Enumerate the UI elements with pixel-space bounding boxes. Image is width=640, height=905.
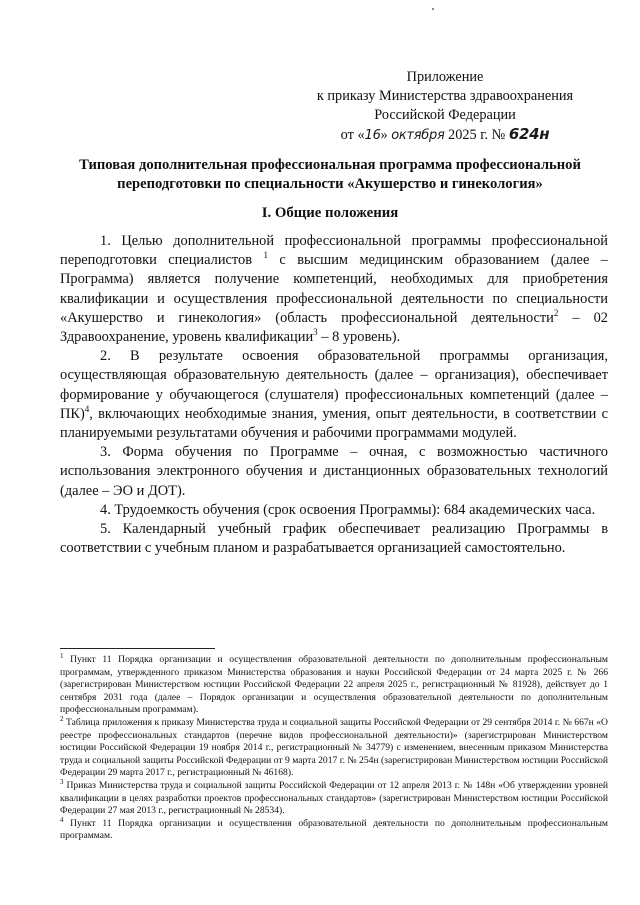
appendix-date-line [300, 125, 590, 145]
footnote-3 [60, 777, 608, 818]
date-mid: » [380, 127, 392, 143]
title-line-1: Типовая дополнительная профессиональная программа профессиональной [79, 157, 581, 173]
paragraph-2-text-a: 2. В результате освоения образовательной программы организация, осуществляющая образовательную деятельность (далее – организация), обеспечивает формирование у обучающегося (слушателя) профессиональных компетенций (далее – ПК) [60, 348, 608, 422]
footnote-2 [60, 714, 608, 780]
footnote-2-mark: 2 [60, 714, 64, 723]
handwritten-month: октября [391, 128, 445, 143]
footnote-4-text: Пункт 11 Порядка организации и осуществления образовательной деятельности по дополнительным профессиональным программам. [60, 817, 608, 842]
paragraph-1-text-c: – 02 Здравоохранение, уровень квалификации [60, 309, 608, 346]
date-year: 2025 г. № [444, 127, 509, 143]
paragraph-2-text-b: , включающих необходимые знания, умения, опыт деятельности, в соответствии с планируемыми результатами обучения и рабочими программами модулей. [60, 405, 608, 442]
footnote-divider [60, 648, 215, 649]
footnote-3-mark: 3 [60, 777, 64, 786]
appendix-order-ref: к приказу Министерства здравоохранения [316, 88, 574, 104]
footnote-1 [60, 651, 608, 717]
footnotes [60, 651, 608, 843]
footnote-3-text: Приказ Министерства труда и социальной защиты Российской Федерации от 12 апреля 2013 г. № 148н «Об утверждении уровней квалификации в целях разработки проектов профессиональных стандартов» (зарегистрирован Министерством юстиции Российской Федерации 27 мая 2013 г., регистрационный № 28534). [60, 779, 608, 817]
document-title [60, 156, 600, 194]
document-body [60, 232, 608, 558]
paragraph-1-text-a: 1. Целью дополнительной профессиональной программы профессиональной переподготовки специалистов [60, 233, 608, 269]
footnote-2-text: Таблица приложения к приказу Министерства труда и социальной защиты Российской Федерации от 29 сентября 2014 г. № 667н «О реестре профессиональных стандартов (перечне видов профессиональной деятельности)» (зарегистрирован Министерством юстиции Российской Федерации 19 ноября 2014 г., регистрационный № 34779) с изменением, внесенным приказом Министерства труда и социальной защиты Российской Федерации от 9 марта 2017 г. № 254н (зарегистрирован Министерством юстиции Российской Федерации 29 марта 2017 г., регистрационный № 46168). [60, 716, 608, 779]
scan-speck [432, 8, 434, 10]
paragraph-5: 5. Календарный учебный график обеспечивает реализацию Программы в соответствии с учебным планом и разрабатывается организацией самостоятельно. [60, 521, 608, 557]
footnote-ref-1: 1 [263, 250, 268, 261]
paragraph-4: 4. Трудоемкость обучения (срок освоения Программы): 684 академических часа. [100, 501, 596, 518]
appendix-header [300, 68, 590, 145]
footnote-4 [60, 815, 608, 843]
appendix-label: Приложение [406, 69, 484, 85]
paragraph-2 [60, 347, 608, 443]
paragraph-1 [60, 232, 608, 347]
section-title: I. Общие положения [261, 205, 399, 221]
footnote-ref-3: 3 [313, 327, 318, 338]
date-prefix: от « [340, 127, 365, 143]
paragraph-1-text-b: с высшим медицинским образованием (далее – Программа) является получение компетенций, необходимых для приобретения квалификации и осуществления профессиональной деятельности по специальности «Акушерство и гинекология» (область профессиональной деятельности [60, 252, 608, 326]
title-line-2: переподготовки по специальности «Акушерство и гинекология» [117, 176, 543, 192]
handwritten-day: 16 [364, 128, 381, 143]
footnote-ref-4: 4 [84, 404, 90, 415]
paragraph-3: 3. Форма обучения по Программе – очная, с возможностью частичного использования электронного обучения и дистанционных образовательных технологий (далее – ЭО и ДОТ). [60, 444, 608, 499]
footnote-1-text: Пункт 11 Порядка организации и осуществления образовательной деятельности по дополнительным профессиональным программам, утвержденного приказом Министерства образования и науки Российской Федерации от 24 марта 2025 г. № 266 (зарегистрирован Министерством юстиции Российской Федерации 22 апреля 2025 г., регистрационный № 81928), действует до 1 сентября 2031 года (далее – Порядок организации и осуществления образовательной деятельности по дополнительным профессиональным программам). [60, 654, 608, 716]
handwritten-order-number: 624н [508, 125, 550, 143]
appendix-country: Российской Федерации [374, 107, 516, 123]
paragraph-1-text-d: – 8 уровень). [317, 329, 401, 346]
footnote-1-mark: 1 [60, 651, 64, 660]
footnote-ref-2: 2 [553, 308, 559, 319]
footnote-4-mark: 4 [60, 815, 64, 824]
